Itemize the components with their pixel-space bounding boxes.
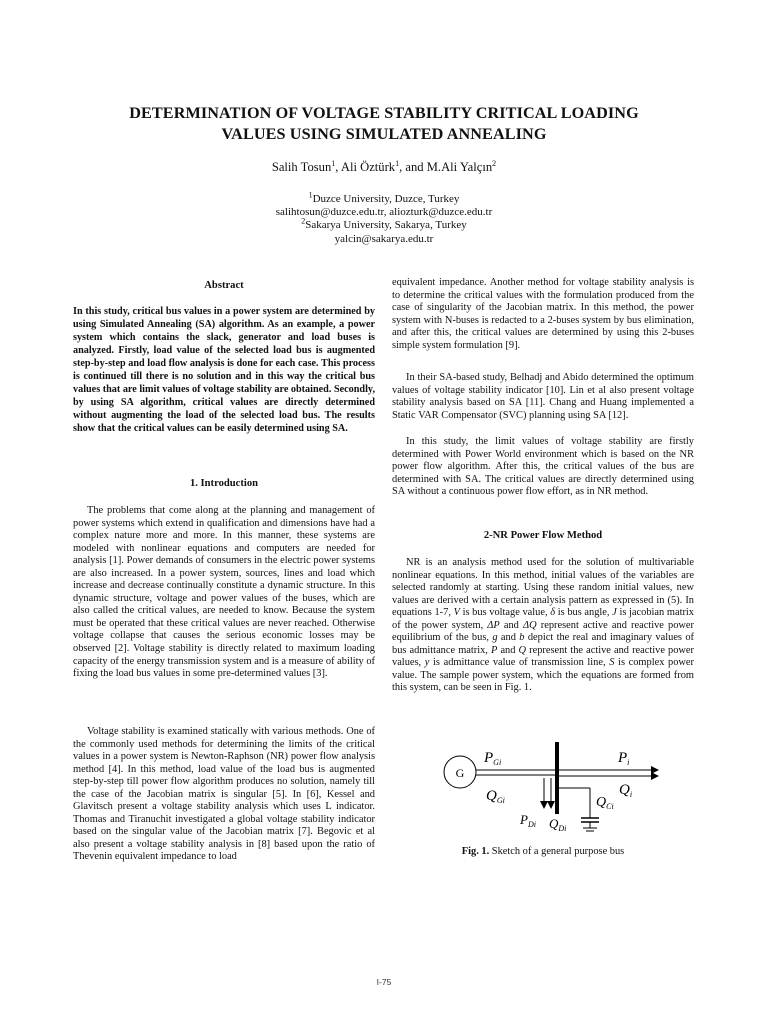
subscript: Di [527, 820, 536, 829]
author-name: Salih Tosun [271, 160, 332, 174]
subscript: i [629, 790, 633, 799]
symbol: S [609, 657, 615, 669]
text-run: is bus voltage value, [459, 607, 551, 619]
text-run: is bus angle, [555, 607, 613, 619]
symbol: g [492, 632, 498, 644]
text-run: and [497, 644, 519, 656]
text-run: is jacobian matrix of the power system, [392, 607, 694, 631]
right-paragraph-2: In their SA-based study, Belhadj and Abido determined the optimum values of voltage stability indicator [10]. Lin et al also present voltage stability analysis based on SA [11]. Chang and Huang implemented a Static VAR Compensator (SVC) planning using SA [12]. [392, 372, 694, 421]
generator-active-power-label [483, 750, 501, 767]
nr-paragraph-1 [392, 557, 694, 695]
bus-active-power-label [617, 750, 629, 767]
affiliation-2-email: yalcin@sakarya.edu.tr [334, 232, 434, 245]
symbol: Q [619, 782, 630, 798]
subscript: Gi [493, 758, 502, 767]
author-name: Ali Öztürk [340, 160, 396, 174]
intro-paragraph-2: Voltage stability is examined statically with various methods. One of the commonly used methods for determining the limits of the critical values in a power system is Newton-Raphson (NR) power flow analysis method [4]. In this method, load value of the load bus is augmented step-by-step till power flow algorithm produces no solution, namely till the case of the Jacobian matrix is singular [5]. In [6], Kessel and Glavitsch present a voltage stability analysis which uses L indicator. Thomas and Tiranuchit investigated a global voltage stability indicator based on the singular value of the Jacobian matrix [7]. Begovic et al also present a voltage stability analysis in [8] based upon the ratio of Thevenin equivalent impedance to load [73, 726, 375, 863]
bus-sketch-diagram [428, 740, 668, 840]
paper-title [60, 103, 708, 145]
nr-method-heading: 2-NR Power Flow Method [483, 530, 603, 541]
figure-1-caption [392, 845, 694, 858]
affiliation-name: Duzce University, Duzce, Turkey [312, 193, 460, 205]
symbol: δ [550, 607, 556, 619]
text-run: represent the active and reactive power values, [392, 644, 695, 669]
symbol: b [519, 632, 525, 644]
text-run: is admittance value of transmission line, [429, 657, 610, 669]
subscript: Di [558, 824, 567, 833]
generator-reactive-power-label [486, 788, 505, 805]
symbol: Q [549, 816, 559, 831]
symbol: Q [518, 644, 527, 656]
abstract-heading: Abstract [204, 280, 244, 291]
page-number: I-75 [376, 977, 392, 987]
author-affiliation-mark: 1 [331, 158, 336, 168]
figure-label: Fig. 1. [461, 846, 490, 857]
affiliation-mark: 2 [301, 216, 306, 226]
introduction-heading: 1. Introduction [189, 478, 259, 489]
text-run: represent active and reactive power equilibrium of the bus, [392, 619, 694, 644]
text-run: and [497, 632, 520, 644]
author-list [60, 159, 708, 175]
subscript: Gi [496, 796, 505, 805]
author-separator: , [335, 160, 341, 174]
title-line-2: VALUES USING SIMULATED ANNEALING [221, 125, 547, 143]
right-paragraph-1: equivalent impedance. Another method for voltage stability analysis is to determine the critical values with the formulation produced from the case of singularity of the Jacobian matrix. In this method, the power system with N-buses is redacted to a 2-buses system by bus elimination, and after this, the critical values are determined by using this 2-buses simple system formulation [9]. [392, 277, 694, 351]
text-run: is complex power value. The sample power system, which the equations are formed from this system, can be seen in Fig. 1. [392, 657, 694, 694]
symbol: Q [596, 795, 607, 810]
load-active-power-label [519, 812, 536, 829]
bus-reactive-power-label [619, 782, 632, 799]
text-run: and [499, 619, 524, 631]
text-run: depict the real and imaginary values of bus admittance matrix, [392, 632, 694, 656]
subscript: i [627, 758, 630, 767]
symbol: P [520, 812, 528, 827]
author-name: M.Ali Yalçın [426, 160, 493, 174]
affiliation-mark: 1 [308, 190, 313, 200]
affiliation-1 [60, 190, 708, 206]
affiliation-2 [60, 216, 708, 232]
symbol: P [484, 750, 494, 766]
symbol: P [618, 750, 628, 766]
capacitor-reactive-power-label [596, 795, 614, 811]
subscript: Ci [606, 802, 614, 811]
affiliation-1-email: salihtosun@duzce.edu.tr, aliozturk@duzce.edu.tr [275, 206, 493, 219]
symbol: y [424, 657, 430, 669]
symbol: P [491, 644, 498, 656]
generator-label: G [455, 766, 465, 780]
affiliations [60, 190, 708, 246]
symbol: ΔP [487, 619, 500, 631]
intro-paragraph-1: The problems that come along at the planning and management of power systems which extend in qualification and dimensions have had a complex nature more and more. In this manner, these systems are modeled with nonlinear equations and computers are needed for analysis [1]. Power demands of consumers in the electric power systems are also increased. In a power system, sources, lines and load which increase and decrease continually constitute a dynamic structure. In this dynamic structure, voltage and power values of the buses, which are also called the critical values, are needed to know. Because the system must be operated that these critical values are never reached. Otherwise voltage collapse that causes the serious economic losses may be observed [2]. Voltage stability is directly related to maximum loading capacity of the energy transmission system and is a measure of ability of fixing the load bus values in some pre-determined values [3]. [73, 505, 375, 680]
author-separator: , and [399, 160, 427, 174]
affiliation-name: Sakarya University, Sakarya, Turkey [305, 219, 467, 232]
symbol: ΔQ [523, 619, 537, 631]
title-line-1: DETERMINATION OF VOLTAGE STABILITY CRITICAL LOADING [129, 104, 639, 122]
right-paragraph-3: In this study, the limit values of voltage stability are firstly determined with Power World environment which is based on the NR power flow algorithm. After this, the critical values of the bus are determined with SA. The critical values are directly determined using SA without a continuous power flow effort, as in NR method. [392, 436, 694, 498]
author-affiliation-mark: 1 [395, 158, 400, 168]
text-run: NR is an analysis method used for the solution of multivariable nonlinear equations. In this method, initial values of the variables are selected randomly at starting. Using these random initial values, new values are derived with a certain analysis pattern as expressed in (5). In equations 1-7, [392, 557, 694, 619]
symbol: V [453, 607, 460, 619]
symbol: J [612, 607, 617, 619]
author-affiliation-mark: 2 [492, 158, 497, 168]
bus-bar [555, 742, 559, 814]
figure-caption-text: Sketch of a general purpose bus [489, 846, 625, 857]
load-reactive-power-label [549, 816, 566, 833]
symbol: Q [486, 788, 497, 804]
abstract-text: In this study, critical bus values in a power system are determined by using Simulated Annealing (SA) algorithm. As an example, a power system which contains the slack, generator and load buses is analyzed. Firstly, load value of the selected load bus is augmented step-by-step and load flow analysis is done for each case. This process is continued till there is no solution and in this way the critical bus values that are limit values of voltage stability are obtained. Secondly, by using SA algorithm, critical values are directly determined without augmenting the load of the selected load bus. The results show that the critical values can be easily determined using SA. [73, 306, 375, 435]
